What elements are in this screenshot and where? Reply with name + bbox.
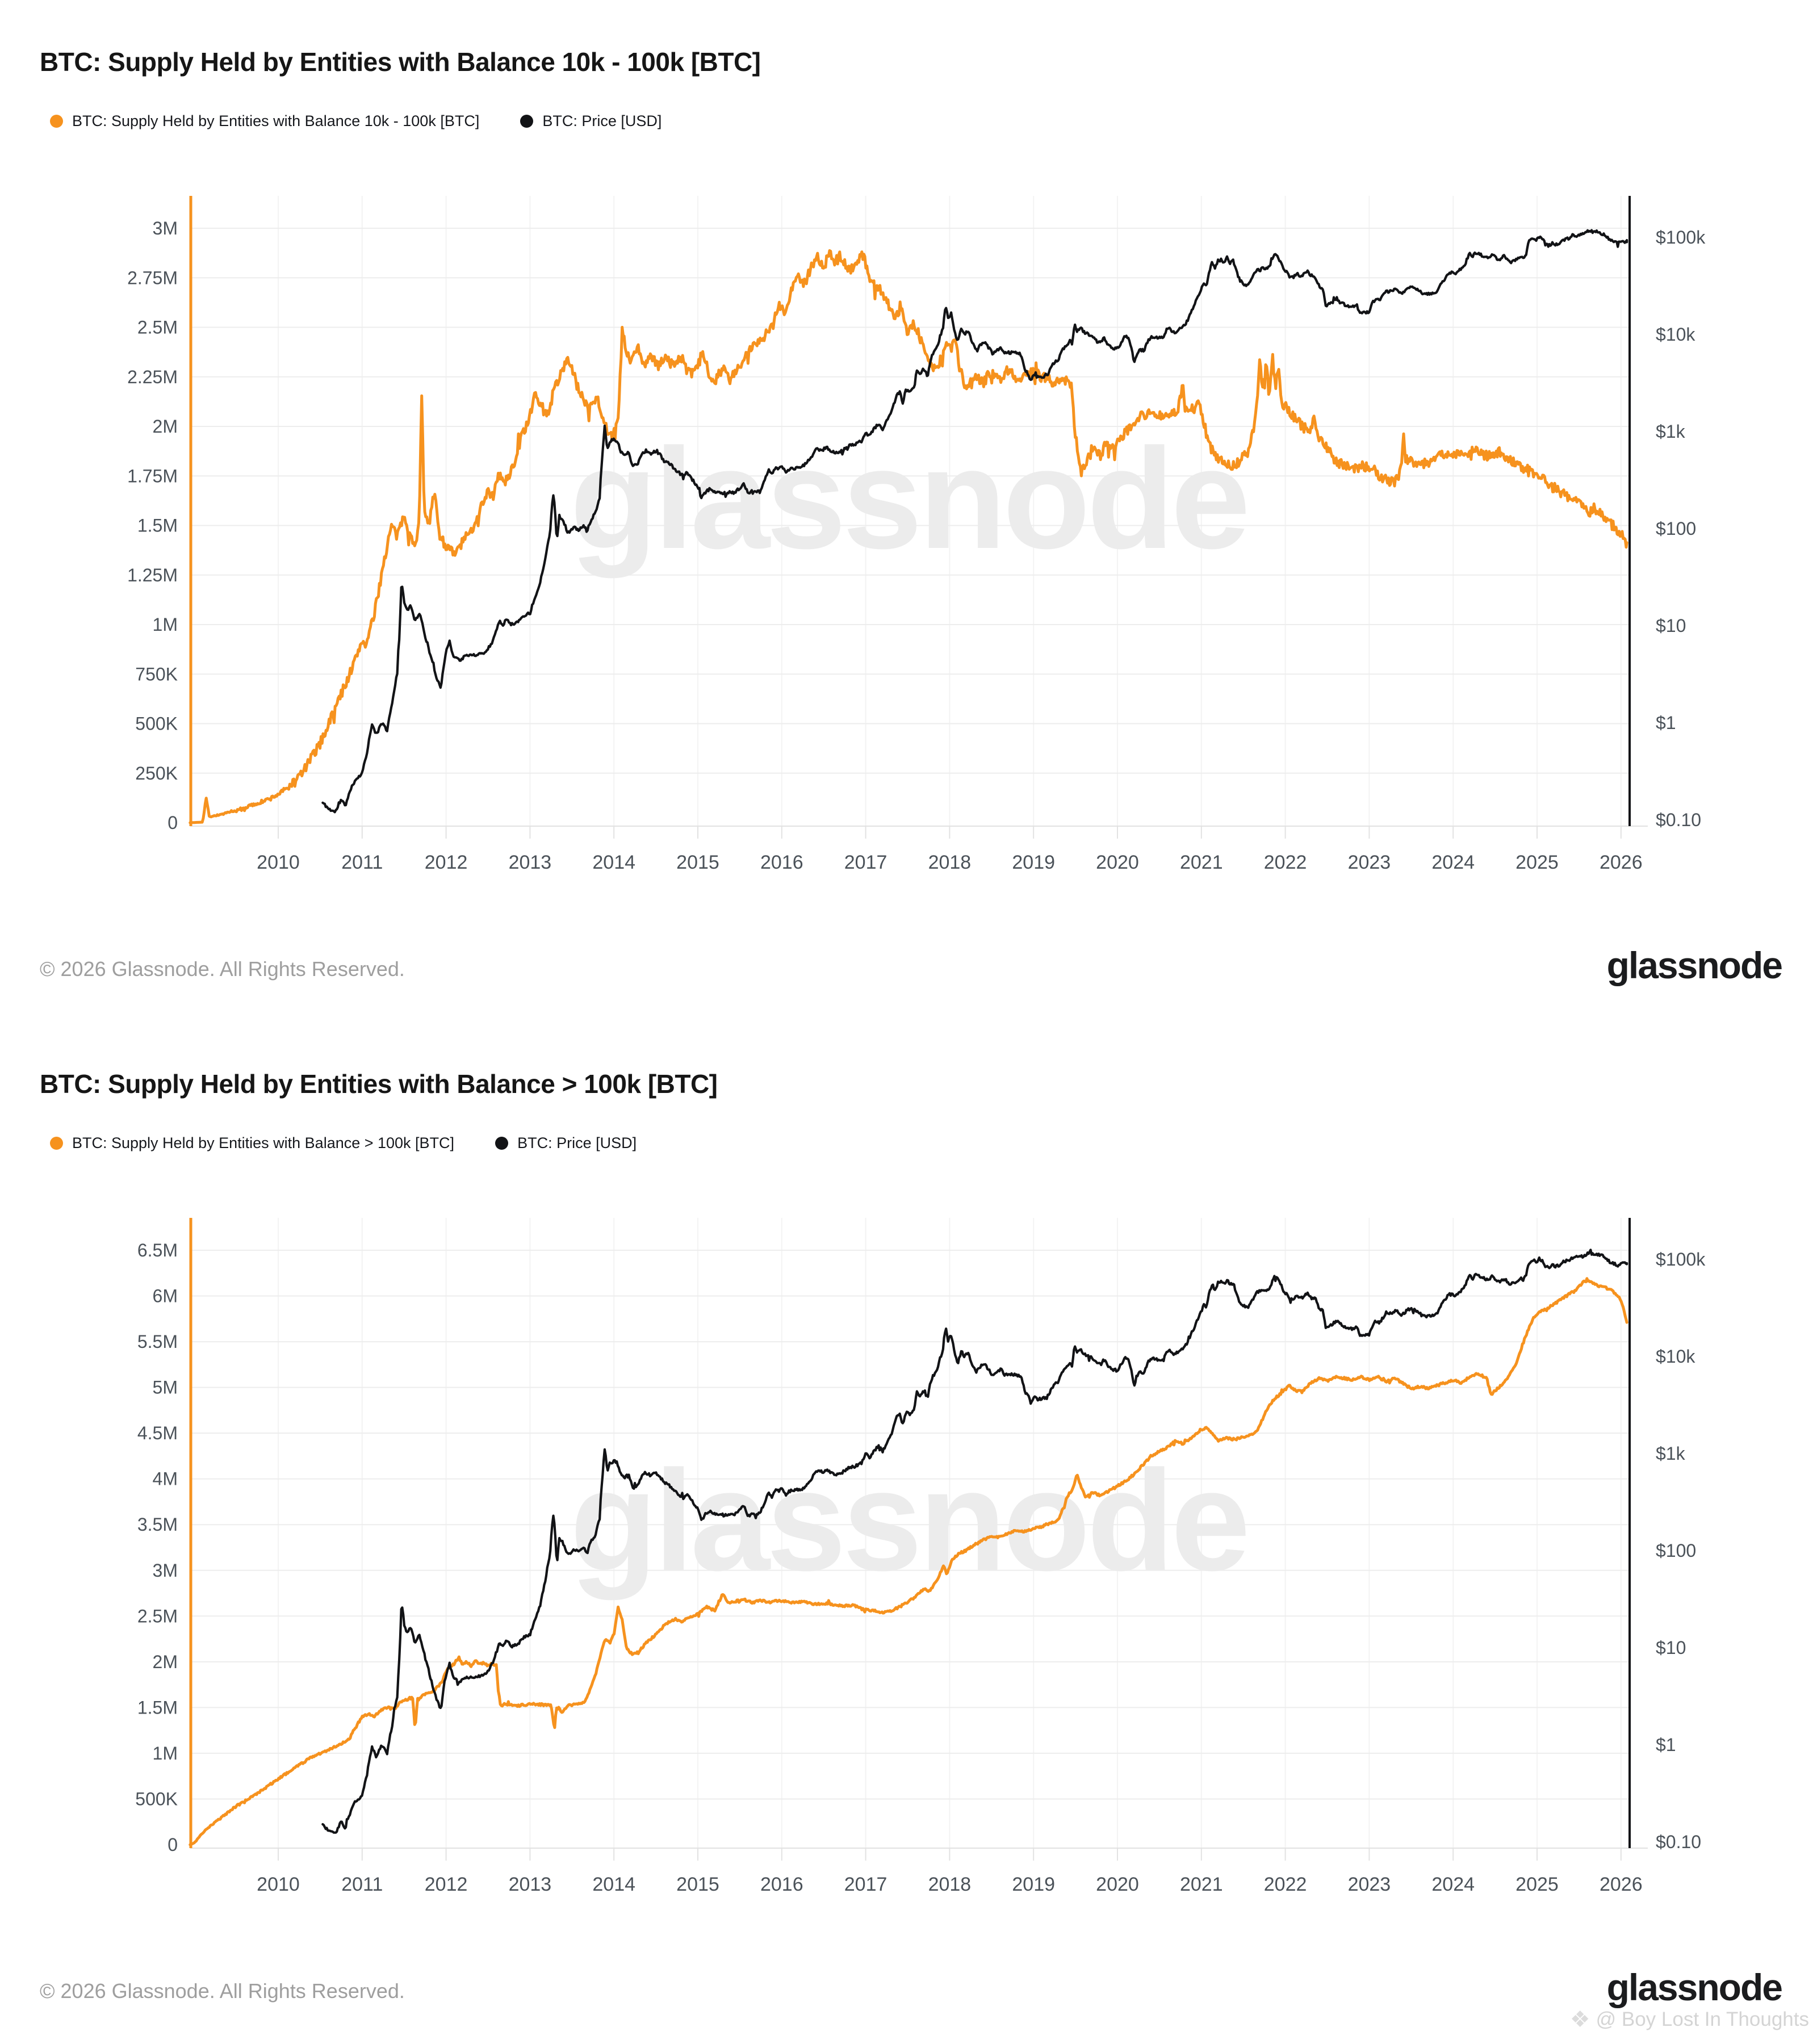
x-tick-label: 2011 [341,1874,383,1895]
x-tick-label: 2017 [844,1874,887,1895]
right-axis-labels [1656,1249,1706,1852]
right-tick-label: $10k [1656,324,1695,345]
left-tick-label: 6.5M [137,1240,178,1260]
left-tick-label: 5.5M [137,1331,178,1352]
chart-title: BTC: Supply Held by Entities with Balance > 100k [BTC] [40,1069,718,1099]
left-tick-label: 0 [168,812,178,833]
x-tick-label: 2018 [928,1874,972,1895]
chart-title: BTC: Supply Held by Entities with Balance 10k - 100k [BTC] [40,47,761,77]
left-tick-label: 6M [152,1285,178,1306]
diamond-icon: ❖ [1569,2007,1590,2032]
x-tick-label: 2024 [1431,1874,1475,1895]
x-tick-label: 2023 [1347,852,1391,873]
legend-label-price: BTC: Price [USD] [517,1134,637,1151]
left-tick-label: 250K [135,763,178,784]
left-tick-label: 3M [152,218,178,238]
x-tick-label: 2019 [1012,1874,1056,1895]
x-tick-label: 2021 [1179,1874,1223,1895]
x-tick-label: 2013 [508,1874,552,1895]
right-tick-label: $10k [1656,1346,1695,1367]
right-tick-label: $10 [1656,1637,1686,1658]
left-tick-label: 4.5M [137,1423,178,1444]
left-tick-label: 1.75M [127,466,178,487]
x-tick-label: 2022 [1263,1874,1307,1895]
left-tick-label: 1.25M [127,564,178,585]
left-tick-label: 5M [152,1377,178,1398]
right-tick-label: $1k [1656,1443,1685,1464]
x-tick-label: 2020 [1096,852,1139,873]
left-tick-label: 500K [135,1789,178,1810]
x-tick-label: 2024 [1431,852,1475,873]
left-tick-label: 500K [135,713,178,734]
chart-plot-area[interactable] [0,1022,1817,2044]
x-tick-label: 2016 [760,1874,803,1895]
x-tick-label: 2010 [257,852,300,873]
x-tick-label: 2025 [1515,852,1559,873]
right-tick-label: $100 [1656,1540,1697,1561]
left-tick-label: 1.5M [137,1697,178,1718]
x-tick-label: 2014 [592,852,636,873]
left-tick-label: 0 [168,1834,178,1855]
right-tick-label: $100k [1656,227,1706,248]
right-tick-label: $100k [1656,1249,1706,1270]
copyright-text: © 2026 Glassnode. All Rights Reserved. [40,957,405,981]
x-tick-label: 2014 [592,1874,636,1895]
x-tick-label: 2012 [424,1874,468,1895]
legend-label-supply: BTC: Supply Held by Entities with Balance 10k - 100k [BTC] [72,112,480,129]
left-tick-label: 1M [152,614,178,635]
x-tick-label: 2015 [676,1874,719,1895]
watermark-glassnode: glassnode [570,1441,1247,1601]
left-tick-label: 4M [152,1468,178,1489]
right-tick-label: $1k [1656,421,1685,442]
right-tick-label: $10 [1656,615,1686,636]
right-tick-label: $100 [1656,518,1697,539]
left-tick-label: 1.5M [137,515,178,536]
legend-label-supply: BTC: Supply Held by Entities with Balance > 100k [BTC] [72,1134,455,1151]
x-tick-label: 2019 [1012,852,1056,873]
left-tick-label: 3.5M [137,1514,178,1535]
left-tick-label: 2.5M [137,1606,178,1627]
chart-section-supply-over-100k [0,1022,1817,2044]
glassnode-logo: glassnode [1606,944,1782,986]
x-axis-ticks [278,826,1621,839]
left-tick-label: 2.5M [137,317,178,338]
left-tick-label: 750K [135,664,178,685]
x-tick-label: 2020 [1096,1874,1139,1895]
x-axis-labels [257,852,1642,873]
left-axis-labels [135,1240,178,1855]
x-tick-label: 2023 [1347,1874,1391,1895]
x-tick-label: 2016 [760,852,803,873]
attribution-text: @ Boy Lost In Thoughts [1596,2008,1809,2030]
copyright-text: © 2026 Glassnode. All Rights Reserved. [40,1979,405,2003]
x-tick-label: 2015 [676,852,719,873]
left-tick-label: 3M [152,1560,178,1581]
x-tick-label: 2018 [928,852,972,873]
x-axis-ticks [278,1848,1621,1861]
x-tick-label: 2021 [1179,852,1223,873]
glassnode-logo: glassnode [1606,1966,1782,2008]
legend-label-price: BTC: Price [USD] [542,112,662,129]
x-axis-labels [257,1874,1642,1895]
right-tick-label: $0.10 [1656,1832,1702,1852]
left-tick-label: 2.25M [127,366,178,387]
attribution [1570,2007,1809,2033]
left-tick-label: 2.75M [127,267,178,288]
left-axis-labels [127,218,178,833]
right-tick-label: $1 [1656,713,1676,733]
x-tick-label: 2012 [424,852,468,873]
right-tick-label: $0.10 [1656,810,1702,830]
x-tick-label: 2013 [508,852,552,873]
watermark-glassnode: glassnode [570,419,1247,579]
x-tick-label: 2011 [341,852,383,873]
x-tick-label: 2026 [1599,852,1643,873]
left-tick-label: 1M [152,1743,178,1764]
right-tick-label: $1 [1656,1735,1676,1755]
x-tick-label: 2010 [257,1874,300,1895]
x-tick-label: 2026 [1599,1874,1643,1895]
x-tick-label: 2022 [1263,852,1307,873]
x-tick-label: 2017 [844,852,887,873]
x-tick-label: 2025 [1515,1874,1559,1895]
left-tick-label: 2M [152,1651,178,1672]
left-tick-label: 2M [152,416,178,437]
right-axis-labels [1656,227,1706,830]
